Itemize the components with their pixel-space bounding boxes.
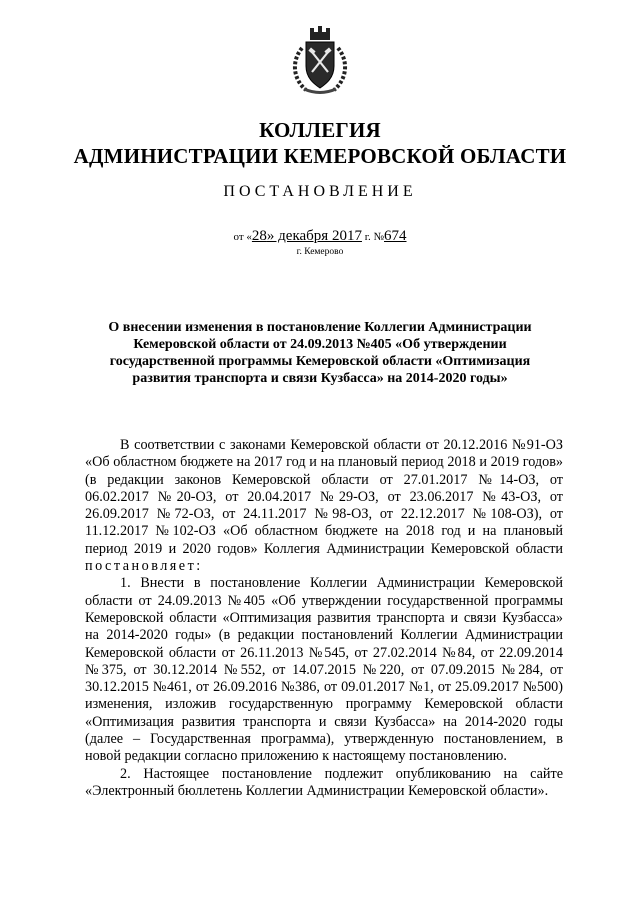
date-prefix: от « (233, 231, 252, 243)
resolves-text: постановляет: (85, 558, 203, 575)
date-line (0, 228, 640, 245)
city: г. Кемерово (296, 247, 344, 257)
document-body (85, 437, 563, 800)
org-name-line2: АДМИНИСТРАЦИИ КЕМЕРОВСКОЙ ОБЛАСТИ (73, 144, 567, 168)
paragraph-item-2: 2. Настоящее постановление подлежит опубликованию на сайте «Электронный бюллетень Коллегии Администрации Кемеровской области». (85, 765, 563, 799)
org-name-line1: КОЛЛЕГИЯ (259, 118, 381, 142)
date-day: 28 (251, 228, 267, 244)
date-year-suffix: г. (364, 231, 371, 243)
number-label: № (373, 231, 384, 243)
paragraph-preamble (85, 437, 563, 575)
kemerovo-coat-of-arms-icon (288, 26, 352, 96)
document-subject: О внесении изменения в постановление Коллегии Администрации Кемеровской области от 24.09.2013 №405 «Об утверждении государственной программы Кемеровской области «Оптимизация развития транспорта и связи Кузбасса» на 2014-2020 годы» (108, 320, 532, 386)
paragraph-item-1: 1. Внести в постановление Коллегии Администрации Кемеровской области от 24.09.2013 №405 «Об утверждении государственной программы Кемеровской области «Оптимизация развития транспорта и связи Кузбасса» на 2014-2020 годы» (в редакции постановлений Коллегии Администрации Кемеровской области от 26.11.2013 №545, от 27.02.2014 №84, от 22.09.2014 №375, от 30.12.2014 №552, от 14.07.2015 №220, от 07.09.2015 №284, от 30.12.2015 №461, от 26.09.2016 №386, от 09.01.2017 №1, от 25.09.2017 №500) изменения, изложив государственную программу Кемеровской области «Оптимизация развития транспорта и связи Кузбасса» на 2014-2020 годы (далее – Государственная программа), утвержденную постановлением, в новой редакции согласно приложению к настоящему постановлению. (85, 575, 563, 765)
preamble-text: В соответствии с законами Кемеровской области от 20.12.2016 №91-ОЗ «Об областном бюджете на 2017 год и на плановый период 2018 и 2019 годов» (в редакции законов Кемеровской области от 27.01.2017 №14-ОЗ, от 06.02.2017 №20-ОЗ, от 20.04.2017 №29-ОЗ, от 23.06.2017 №43-ОЗ, от 26.09.2017 №72-ОЗ, от 24.11.2017 №98-ОЗ, от 22.12.2017 №108-ОЗ), от 11.12.2017 №102-ОЗ «Об областном бюджете на 2018 год и на плановый период 2019 и 2020 годов» Коллегия Администрации Кемеровской области (85, 437, 563, 557)
date-month-year: » декабря 2017 (266, 228, 362, 244)
document-type: ПОСТАНОВЛЕНИЕ (223, 183, 417, 200)
document-number: 674 (384, 228, 407, 244)
